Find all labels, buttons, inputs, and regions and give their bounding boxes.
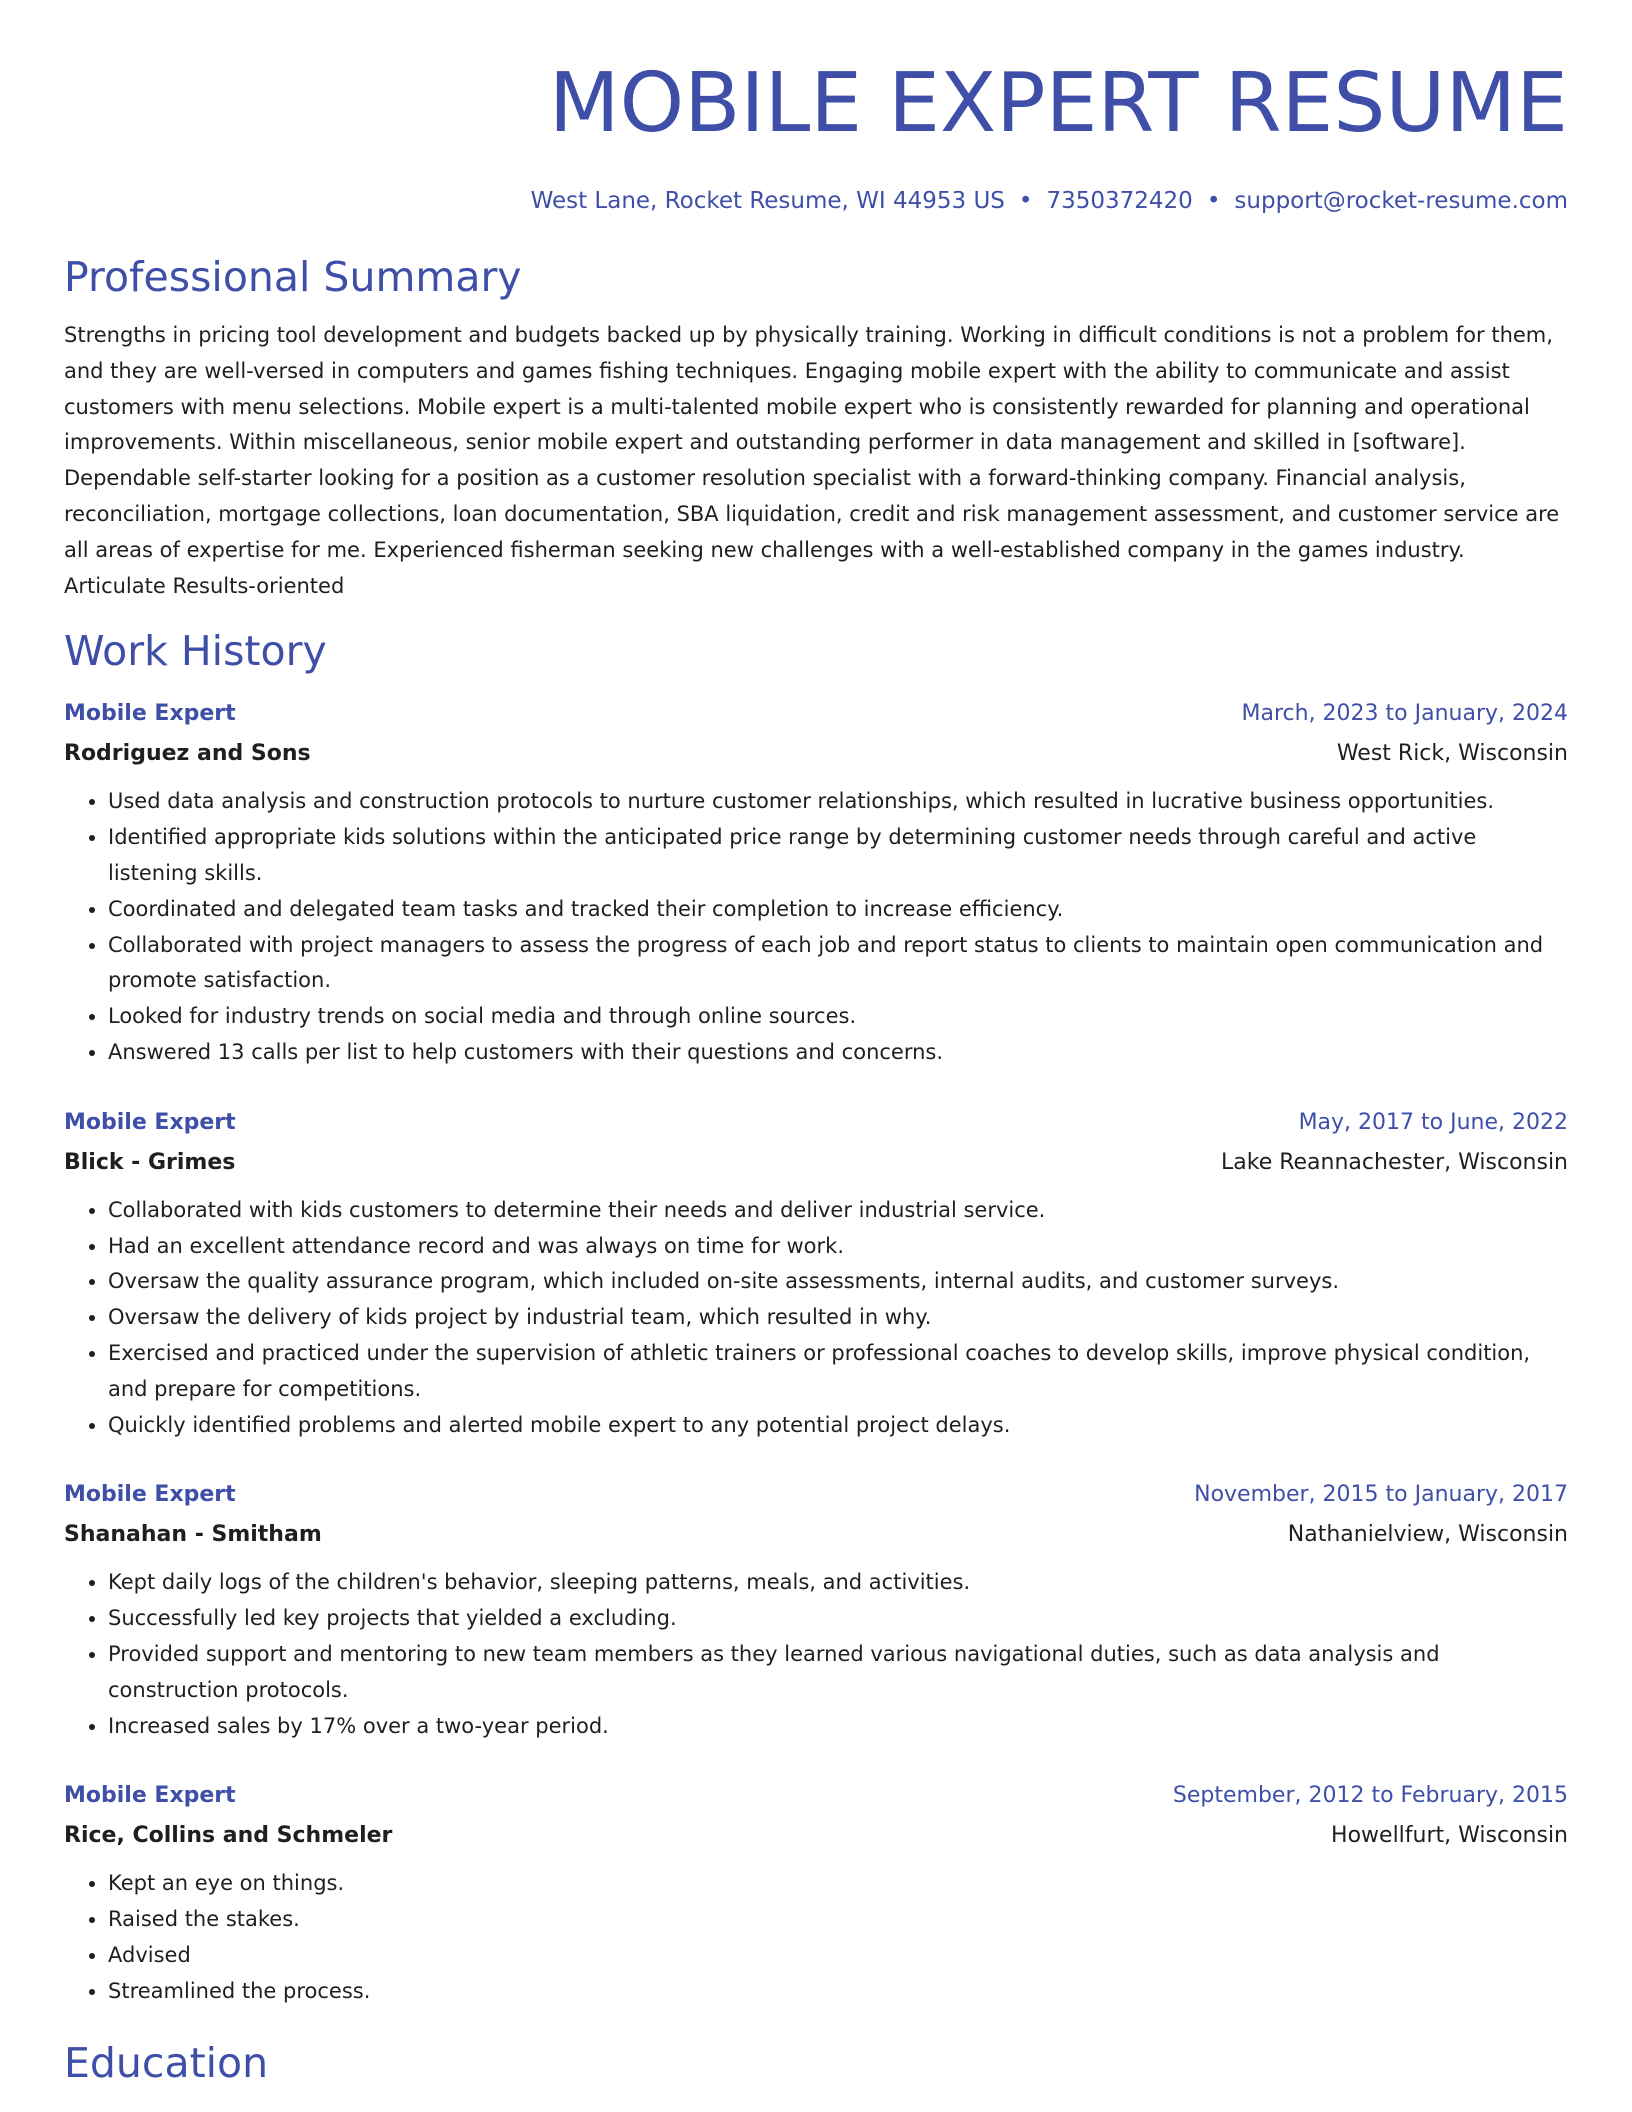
job-role: Mobile Expert xyxy=(64,1482,236,1508)
job-bullet: • Collaborated with kids customers to determine their needs and deliver industrial service. xyxy=(108,1193,1568,1229)
job-bullet: • Provided support and mentoring to new team members as they learned various navigational duties, such as data analysis and construction protocols. xyxy=(108,1637,1568,1709)
job-entry xyxy=(64,1103,1568,1444)
job-bullet: • Kept an eye on things. xyxy=(108,1866,1568,1902)
work-history-heading: Work History xyxy=(64,627,327,676)
job-location: Howellfurt, Wisconsin xyxy=(1331,1823,1568,1849)
job-bullet: • Had an excellent attendance record and was always on time for work. xyxy=(108,1229,1568,1265)
job-entry xyxy=(64,1475,1568,1744)
job-bullet: • Oversaw the quality assurance program, which included on-site assessments, internal audits, and customer surveys. xyxy=(108,1264,1568,1300)
job-header-row xyxy=(64,1776,1568,1816)
summary-text: Strengths in pricing tool development and budgets backed up by physically training. Working in difficult conditions is not a problem for them, and they are well-versed in computers and games fishing techniques. Engaging mobile expert with the ability to communicate and assist customers with menu selections. Mobile expert is a multi-talented mobile expert who is consistently rewarded for planning and operational improvements. Within miscellaneous, senior mobile expert and outstanding performer in data management and skilled in [software]. Dependable self-starter looking for a position as a customer resolution specialist with a forward-thinking company. Financial analysis, reconciliation, mortgage collections, loan documentation, SBA liquidation, credit and risk management assessment, and customer service are all areas of expertise for me. Experienced fisherman seeking new challenges with a well-established company in the games industry. Articulate Results-oriented xyxy=(64,323,1560,598)
job-bullet: • Increased sales by 17% over a two-year period. xyxy=(108,1709,1568,1745)
contact-email: support@rocket-resume.com xyxy=(1234,188,1568,214)
education-heading: Education xyxy=(64,2038,269,2087)
job-bullet: • Advised xyxy=(108,1938,1568,1974)
job-entry xyxy=(64,694,1568,1070)
job-company: Rice, Collins and Schmeler xyxy=(64,1823,393,1849)
job-bullet: • Streamlined the process. xyxy=(108,1974,1568,2010)
job-dates: March, 2023 to January, 2024 xyxy=(1241,701,1568,727)
contact-phone: 7350372420 xyxy=(1046,188,1193,214)
job-dates: May, 2017 to June, 2022 xyxy=(1298,1109,1568,1135)
resume-page xyxy=(64,0,1568,2088)
job-bullet: • Answered 13 calls per list to help customers with their questions and concerns. xyxy=(108,1035,1568,1071)
job-bullet-list xyxy=(64,784,1568,1070)
job-header-row xyxy=(64,1103,1568,1143)
job-bullet: • Exercised and practiced under the supervision of athletic trainers or professional coaches to develop skills, improve physical condition, and prepare for competitions. xyxy=(108,1336,1568,1408)
job-bullet: • Used data analysis and construction protocols to nurture customer relationships, which resulted in lucrative business opportunities. xyxy=(108,784,1568,820)
job-bullet: • Quickly identified problems and alerted mobile expert to any potential project delays. xyxy=(108,1408,1568,1444)
job-location: Nathanielview, Wisconsin xyxy=(1287,1522,1568,1548)
job-bullet-list xyxy=(64,1866,1568,2009)
job-entry xyxy=(64,1776,1568,2009)
job-bullet: • Coordinated and delegated team tasks and tracked their completion to increase efficiency. xyxy=(108,892,1568,928)
job-dates: September, 2012 to February, 2015 xyxy=(1172,1783,1568,1809)
job-company-row xyxy=(64,734,1568,774)
contact-line xyxy=(64,186,1568,216)
resume-header xyxy=(64,0,1568,216)
job-bullet-list xyxy=(64,1565,1568,1744)
job-bullet: • Kept daily logs of the children's behavior, sleeping patterns, meals, and activities. xyxy=(108,1565,1568,1601)
job-company: Shanahan - Smitham xyxy=(64,1522,322,1548)
job-company: Rodriguez and Sons xyxy=(64,741,311,767)
job-location: Lake Reannachester, Wisconsin xyxy=(1221,1149,1568,1175)
job-role: Mobile Expert xyxy=(64,1783,236,1809)
job-header-row xyxy=(64,694,1568,734)
job-bullet: • Collaborated with project managers to assess the progress of each job and report status to clients to maintain open communication and promote satisfaction. xyxy=(108,928,1568,1000)
job-role: Mobile Expert xyxy=(64,1109,236,1135)
job-company-row xyxy=(64,1816,1568,1856)
job-dates: November, 2015 to January, 2017 xyxy=(1194,1482,1568,1508)
job-bullet-list xyxy=(64,1193,1568,1444)
resume-title: MOBILE EXPERT RESUME xyxy=(548,56,1568,151)
job-bullet: • Raised the stakes. xyxy=(108,1902,1568,1938)
job-bullet: • Looked for industry trends on social media and through online sources. xyxy=(108,999,1568,1035)
job-company-row xyxy=(64,1143,1568,1183)
job-bullet: • Identified appropriate kids solutions within the anticipated price range by determining customer needs through careful and active listening skills. xyxy=(108,820,1568,892)
contact-address: West Lane, Rocket Resume, WI 44953 US xyxy=(530,188,1005,214)
job-role: Mobile Expert xyxy=(64,701,236,727)
job-location: West Rick, Wisconsin xyxy=(1336,741,1568,767)
summary-heading: Professional Summary xyxy=(64,253,522,301)
job-company-row xyxy=(64,1515,1568,1555)
job-company: Blick - Grimes xyxy=(64,1149,236,1175)
contact-separator: • xyxy=(1018,188,1033,214)
job-bullet: • Oversaw the delivery of kids project by industrial team, which resulted in why. xyxy=(108,1300,1568,1336)
job-header-row xyxy=(64,1475,1568,1515)
contact-separator: • xyxy=(1206,188,1221,214)
job-bullet: • Successfully led key projects that yielded a excluding. xyxy=(108,1601,1568,1637)
